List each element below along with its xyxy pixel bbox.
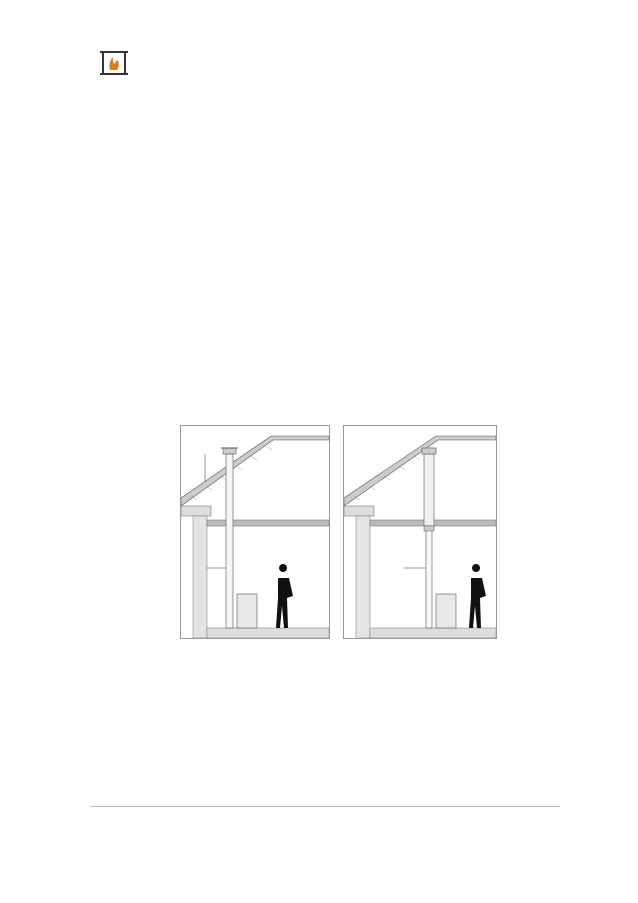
footer [90,815,560,828]
section-heading [91,76,125,87]
figure-left [180,425,330,639]
company-logo [88,40,140,76]
person-silhouette-icon [276,564,293,628]
footer-divider [90,806,560,807]
flame-icon [109,57,118,70]
person-silhouette-icon [469,564,486,628]
figure-right [343,425,497,639]
